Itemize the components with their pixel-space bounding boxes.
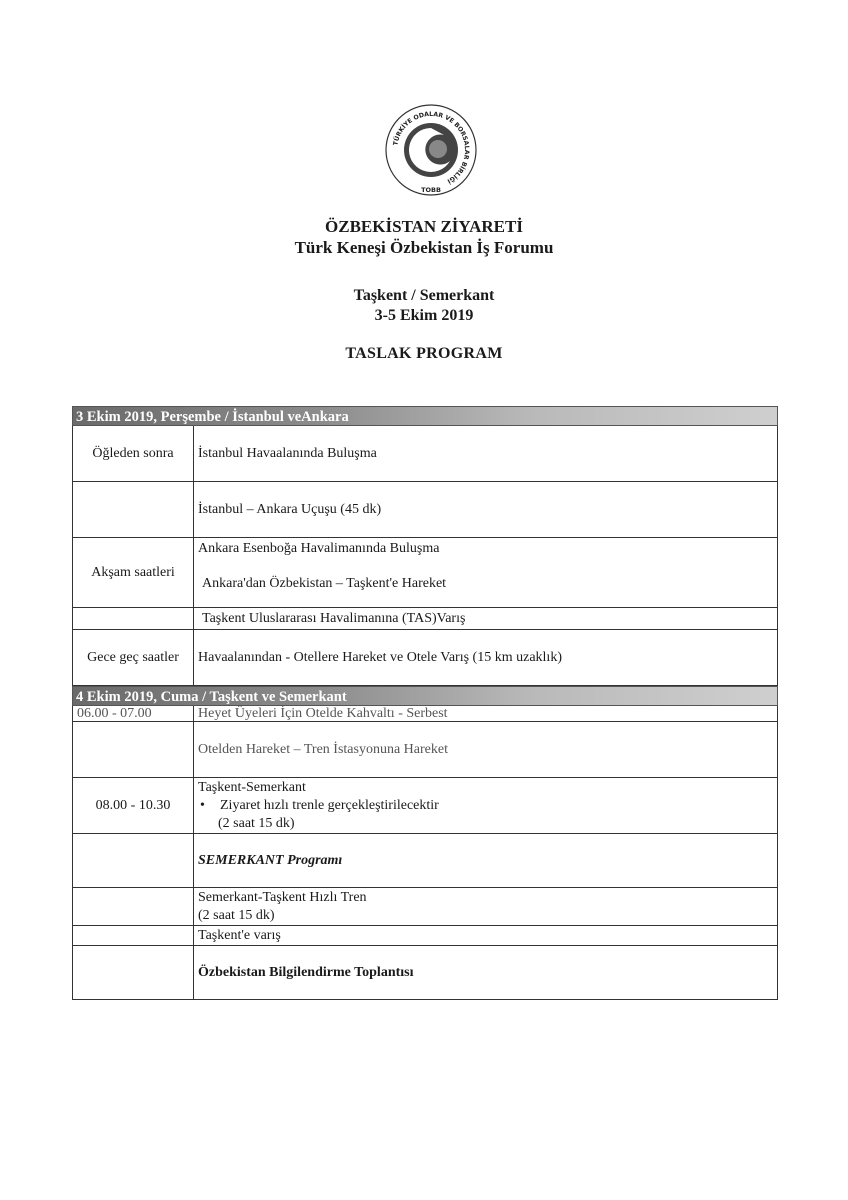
time-cell bbox=[73, 926, 194, 945]
time-cell bbox=[73, 888, 194, 925]
location: Taşkent / Semerkant bbox=[353, 287, 495, 304]
activity-cell: İstanbul – Ankara Uçuşu (45 dk) bbox=[198, 501, 382, 517]
table-row bbox=[72, 630, 778, 686]
activity-cell: SEMERKANT Programı bbox=[198, 852, 343, 868]
table-row bbox=[72, 482, 778, 538]
activity-cell: Taşkent-Semerkant • Ziyaret hızlı trenle gerçekleştirilecektir (2 saat 15 dk) bbox=[198, 779, 439, 831]
header-block-1 bbox=[0, 216, 848, 258]
activity-cell: Taşkent'e varış bbox=[198, 927, 281, 943]
time-cell bbox=[73, 834, 194, 887]
program-title: TASLAK PROGRAM bbox=[345, 345, 503, 362]
header-block-2 bbox=[0, 286, 848, 326]
page-subtitle: Türk Keneşi Özbekistan İş Forumu bbox=[294, 238, 554, 257]
time-cell: 06.00 - 07.00 bbox=[73, 706, 194, 721]
day2-heading: 4 Ekim 2019, Cuma / Taşkent ve Semerkant bbox=[72, 686, 778, 706]
table-row bbox=[72, 926, 778, 946]
table-row bbox=[72, 608, 778, 630]
day1-heading: 3 Ekim 2019, Perşembe / İstanbul veAnkara bbox=[72, 406, 778, 426]
activity-cell: Havaalanından - Otellere Hareket ve Otele Varış (15 km uzaklık) bbox=[198, 649, 562, 665]
table-row bbox=[72, 426, 778, 482]
activity-cell: Otelden Hareket – Tren İstasyonuna Hareket bbox=[198, 741, 448, 757]
program-table bbox=[72, 406, 778, 1000]
tobb-logo bbox=[383, 102, 479, 198]
time-cell bbox=[73, 946, 194, 999]
svg-text:TÜRKİYE ODALAR VE BORSALAR BİR: TÜRKİYE ODALAR VE BORSALAR BİRLİĞİ bbox=[392, 110, 471, 185]
dates: 3-5 Ekim 2019 bbox=[374, 307, 474, 324]
time-cell bbox=[73, 608, 194, 629]
time-cell: 08.00 - 10.30 bbox=[73, 778, 194, 833]
time-cell bbox=[73, 722, 194, 777]
activity-cell: Heyet Üyeleri İçin Otelde Kahvaltı - Serbest bbox=[198, 705, 448, 721]
table-row bbox=[72, 946, 778, 1000]
activity-cell: Ankara Esenboğa Havalimanında Buluşma Ankara'dan Özbekistan – Taşkent'e Hareket bbox=[198, 540, 447, 591]
table-row-group bbox=[72, 538, 778, 608]
table-row bbox=[72, 706, 778, 722]
activity-cell: Semerkant-Taşkent Hızlı Tren (2 saat 15 dk) bbox=[198, 889, 367, 923]
bullet-icon: • bbox=[200, 797, 205, 813]
time-cell bbox=[73, 482, 194, 537]
time-cell: Akşam saatleri bbox=[73, 538, 194, 607]
page-title: ÖZBEKİSTAN ZİYARETİ bbox=[325, 217, 523, 236]
table-row bbox=[72, 722, 778, 778]
table-row bbox=[72, 834, 778, 888]
activity-cell: Özbekistan Bilgilendirme Toplantısı bbox=[198, 964, 414, 980]
table-row bbox=[72, 888, 778, 926]
table-row bbox=[72, 778, 778, 834]
logo-abbr: TOBB bbox=[421, 186, 441, 194]
activity-cell: İstanbul Havaalanında Buluşma bbox=[198, 445, 377, 461]
time-cell: Öğleden sonra bbox=[73, 426, 194, 481]
time-cell: Gece geç saatler bbox=[73, 630, 194, 685]
activity-cell: Taşkent Uluslararası Havalimanına (TAS)Varış bbox=[202, 610, 466, 626]
